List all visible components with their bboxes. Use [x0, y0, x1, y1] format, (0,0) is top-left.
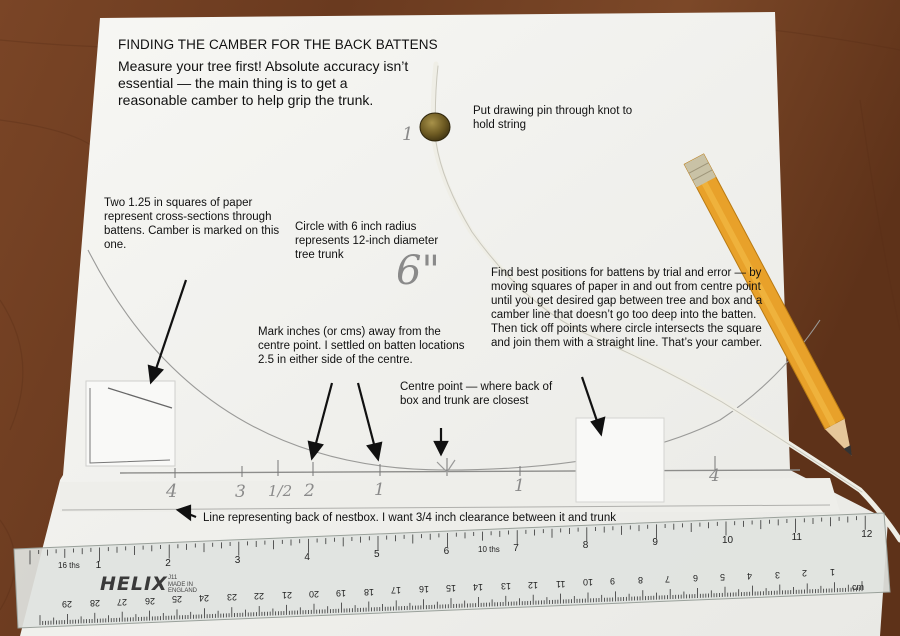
- ruler-inch-number: 12: [861, 528, 873, 540]
- ruler-inch-number: 2: [165, 557, 171, 569]
- mark-1-right: 1: [514, 476, 525, 496]
- ruler-cm-number: 8: [637, 575, 643, 586]
- circle-note: Circle with 6 inch radius represents 12-inch diameter tree trunk: [295, 221, 439, 262]
- ruler-brand: HELIX: [100, 573, 168, 595]
- ruler-cm-number: 1: [829, 567, 835, 578]
- centre-note: Centre point — where back of box and trunk are closest: [400, 381, 553, 408]
- ruler-cm-number: 17: [391, 585, 402, 596]
- drawing-pin: [420, 113, 450, 141]
- mark-4-left: 4: [166, 481, 178, 502]
- ruler-inch-number: 9: [652, 537, 658, 549]
- mark-1-left: 1: [374, 480, 385, 500]
- ruler-inch-number: 4: [304, 551, 310, 563]
- ruler-inch-number: 6: [443, 546, 450, 558]
- ruler-inch-number: 5: [374, 548, 380, 560]
- ruler-16ths-label: 16 ths: [58, 561, 80, 570]
- mark-note: Mark inches (or cms) away from the centre point. I settled on batten locations 2.5 in either side of the centre.: [258, 326, 465, 367]
- ruler-10ths-label: 10 ths: [478, 545, 500, 554]
- ruler-cm-number: 9: [610, 576, 616, 587]
- ruler-inch-number: 11: [791, 531, 802, 543]
- ruler-cm-number: 5: [720, 571, 726, 582]
- ruler-cm-number: 25: [172, 594, 183, 605]
- radius-handwriting: 6": [396, 248, 440, 294]
- ruler-cm-number: 28: [89, 597, 100, 608]
- ruler-model: J11 MADE IN ENGLAND: [168, 575, 198, 595]
- ruler-cm-number: 6: [692, 572, 698, 583]
- ruler-cm-number: 23: [226, 592, 237, 603]
- ruler-cm-number: 7: [665, 574, 671, 585]
- ruler-cm-number: 21: [281, 589, 292, 600]
- ruler-cm-number: 14: [473, 581, 484, 592]
- batten-square-left: [86, 381, 175, 466]
- mark-2-left: 2: [304, 481, 315, 501]
- positions-note: Find best positions for battens by trial and error — by moving squares of paper in and out from centre point until you get desired gap between tree and box and a camber line that doesn’t go too deep into the batten. Then tick off points where circle intersects the square and join them with a straight line. That’s your camber.: [491, 267, 763, 350]
- ruler-cm-number: 15: [446, 583, 457, 594]
- squares-note: Two 1.25 in squares of paper represent cross-sections through battens. Camber is marked on this one.: [104, 197, 280, 252]
- ruler-inch-number: 7: [513, 543, 519, 555]
- ruler-cm-number: 22: [254, 591, 265, 602]
- ruler-inch-number: 8: [582, 540, 589, 552]
- ruler-cm-number: 20: [309, 588, 320, 599]
- ruler-cm-number: 2: [802, 568, 808, 579]
- ruler-inch-number: 3: [234, 554, 241, 566]
- mark-3-left: 3: [235, 482, 246, 502]
- ruler-cm-number: 18: [363, 586, 374, 597]
- ruler-cm-number: 16: [418, 584, 429, 595]
- ruler-cm-number: 29: [62, 598, 73, 609]
- ruler-cm-label: cm: [852, 582, 864, 592]
- pin-note: Put drawing pin through knot to hold string: [473, 105, 633, 132]
- ruler-cm-number: 10: [583, 577, 594, 588]
- baseline-note: Line representing back of nestbox. I want 3/4 inch clearance between it and trunk: [203, 512, 616, 524]
- ruler-cm-number: 11: [555, 578, 565, 589]
- pin-mark: 1: [402, 124, 414, 145]
- page-title: FINDING THE CAMBER FOR THE BACK BATTENS: [118, 37, 438, 52]
- mark-half-left: 1/2: [268, 482, 293, 500]
- ruler-cm-number: 3: [774, 569, 780, 580]
- mark-4-right: 4: [709, 466, 720, 486]
- ruler-cm-number: 24: [199, 593, 210, 604]
- ruler-inch-number: 1: [95, 560, 102, 572]
- batten-square-right: [576, 418, 664, 502]
- ruler-cm-number: 13: [500, 580, 511, 591]
- ruler-cm-number: 12: [528, 579, 539, 590]
- ruler-cm-number: 27: [117, 596, 128, 607]
- ruler-inch-number: 10: [722, 534, 734, 546]
- ruler-cm-number: 19: [336, 587, 347, 598]
- intro-text: Measure your tree first! Absolute accuracy isn’t essential — the main thing is to get a reasonable camber to help grip the trunk.: [118, 58, 409, 109]
- ruler-cm-number: 4: [747, 570, 753, 581]
- ruler-cm-number: 26: [144, 595, 155, 606]
